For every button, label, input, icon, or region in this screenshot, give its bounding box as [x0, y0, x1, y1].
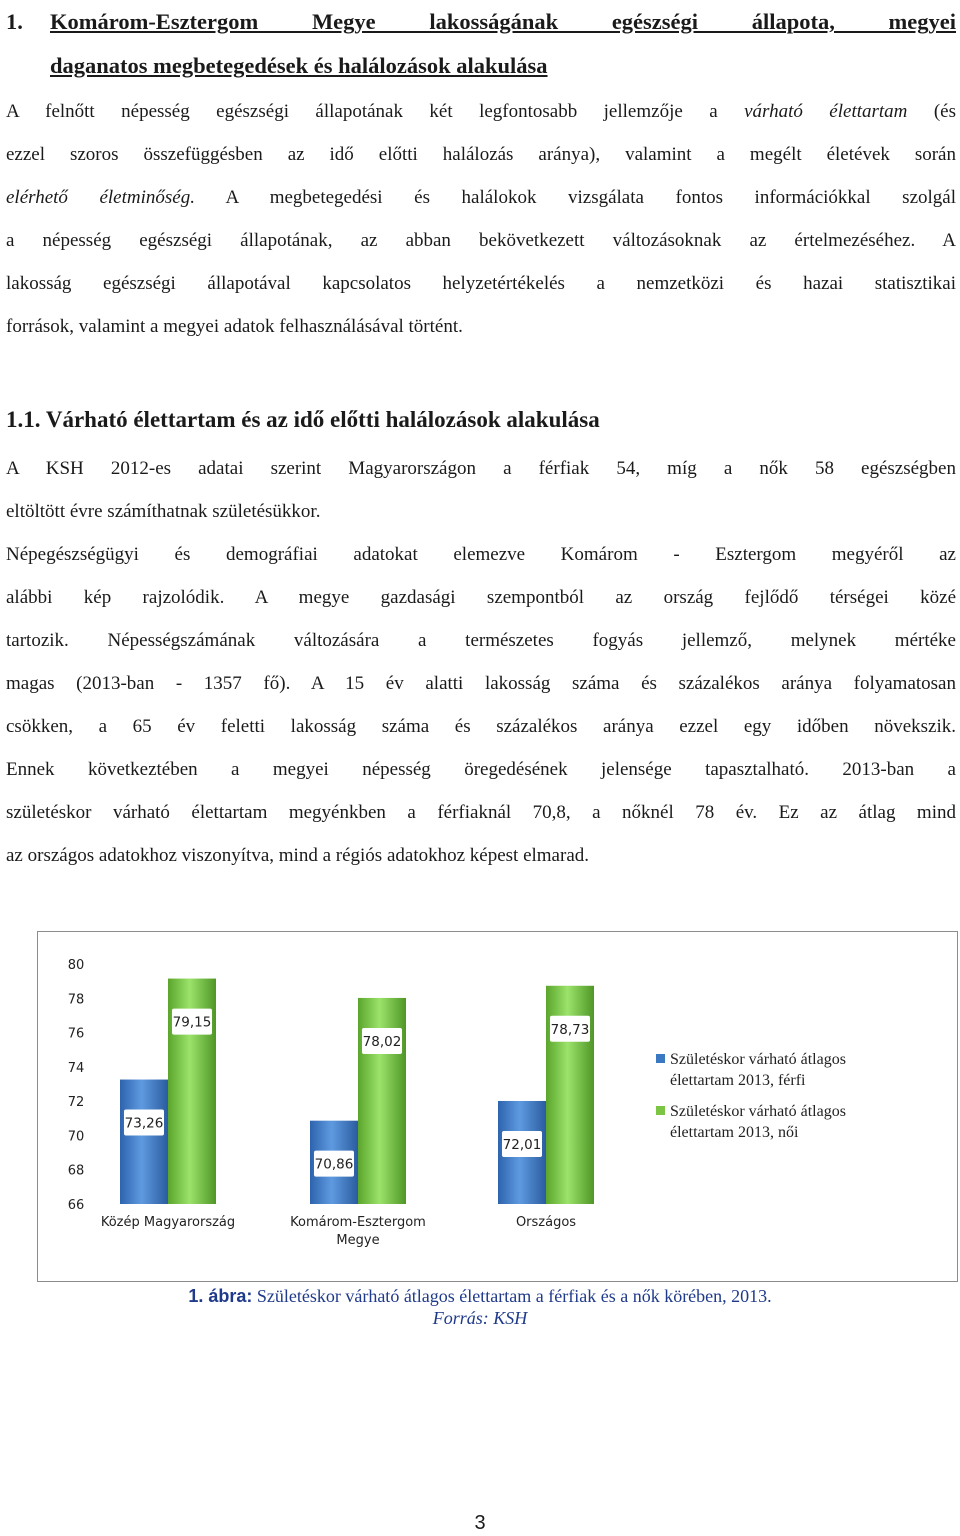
bar-male: [120, 1080, 168, 1204]
legend-swatch-female: [656, 1106, 665, 1115]
county-line: csökken, a 65 év feletti lakosság száma és százalékos aránya ezzel egy időben növekszik.: [6, 716, 956, 737]
page-number: 3: [474, 1512, 486, 1534]
y-tick-label: 78: [67, 992, 85, 1008]
ksh-paragraph: [6, 447, 956, 533]
data-label: 78,73: [550, 1021, 590, 1038]
section-heading: 1.1. Várható élettartam és az idő előtti halálozások alakulása: [6, 407, 600, 432]
legend-label: élettartam 2013, férfi: [670, 1072, 806, 1089]
legend-label: élettartam 2013, női: [670, 1124, 799, 1141]
intro-line: lakosság egészségi állapotával kapcsolatos helyzetértékelés a nemzetközi és hazai statisztikai: [6, 273, 956, 294]
county-line: születéskor várható élettartam megyénkben a férfiaknál 70,8, a nőknél 78 év. Ez az átlag mind: [6, 802, 956, 823]
x-category-label: Komárom-Esztergom: [290, 1215, 426, 1230]
x-category-label: Országos: [515, 1215, 577, 1230]
data-label: 70,86: [314, 1156, 354, 1173]
chapter-title-line2: daganatos megbetegedések és halálozások alakulása: [50, 53, 548, 78]
chapter-number: 1.: [6, 9, 23, 34]
intro-line: A felnőtt népesség egészségi állapotának két legfontosabb jellemzője a várható élettartam (és: [6, 101, 956, 122]
life-expectancy-chart: [37, 931, 958, 1282]
data-label: 78,02: [362, 1033, 402, 1050]
x-category-label: Megye: [336, 1233, 380, 1248]
x-category-label: Közép Magyarország: [100, 1215, 236, 1230]
y-tick-label: 76: [67, 1026, 85, 1042]
intro-paragraph: [6, 90, 956, 348]
county-line: alábbi kép rajzolódik. A megye gazdasági szempontból az ország fejlődő térségei közé: [6, 587, 956, 608]
figure-source: Forrás: KSH: [432, 1308, 528, 1328]
legend-swatch-male: [656, 1054, 665, 1063]
intro-line: a népesség egészségi állapotának, az abban bekövetkezett változásoknak az értelmezéséhez. A: [6, 230, 956, 251]
y-tick-label: 66: [67, 1198, 85, 1213]
y-tick-label: 68: [67, 1163, 85, 1179]
y-tick-label: 80: [67, 958, 85, 973]
legend-label: Születéskor várható átlagos: [670, 1103, 846, 1120]
legend-label: Születéskor várható átlagos: [670, 1051, 846, 1068]
y-axis: [68, 958, 85, 1213]
figure-caption-label: 1. ábra:: [188, 1286, 253, 1306]
y-tick-label: 74: [67, 1060, 85, 1076]
intro-line: források, valamint a megyei adatok felhasználásával történt.: [6, 316, 463, 337]
county-line: magas (2013-ban - 1357 fő). A 15 év alatti lakosság száma és százalékos aránya folyamatosan: [6, 673, 956, 694]
x-axis-labels: [101, 1215, 576, 1248]
chapter-title-line1: Komárom-Esztergom Megye lakosságának egészségi állapota, megyei: [50, 9, 956, 34]
county-line: Népegészségügyi és demográfiai adatokat elemezve Komárom - Esztergom megyéről az: [6, 544, 956, 565]
data-label: 73,26: [124, 1115, 164, 1132]
data-label: 72,01: [502, 1136, 542, 1153]
ksh-line: A KSH 2012-es adatai szerint Magyarországon a férfiak 54, míg a nők 58 egészségben: [6, 458, 956, 479]
figure-caption-text: Születéskor várható átlagos élettartam a férfiak és a nők körében, 2013.: [252, 1286, 772, 1306]
chart-legend: [656, 1051, 846, 1141]
ksh-line: eltöltött évre számíthatnak születésükkor.: [6, 501, 321, 522]
intro-line: elérhető életminőség. A megbetegedési és halálokok vizsgálata fontos információkkal szolgál: [6, 187, 956, 208]
bars-group: [120, 979, 594, 1204]
intro-line: ezzel szoros összefüggésben az idő előtti halálozás aránya), valamint a megélt életévek során: [6, 144, 956, 165]
county-line: tartozik. Népességszámának változására a természetes fogyás jellemző, melynek mértéke: [6, 630, 956, 651]
y-tick-label: 72: [67, 1095, 85, 1111]
county-line: Ennek következtében a megyei népesség öregedésének jelensége tapasztalható. 2013-ban a: [6, 759, 956, 780]
figure-caption: [0, 1283, 960, 1309]
county-paragraph: [6, 533, 956, 877]
chapter-title: [50, 0, 956, 88]
y-tick-label: 70: [67, 1129, 85, 1145]
data-label: 79,15: [172, 1014, 212, 1031]
county-line: az országos adatokhoz viszonyítva, mind a régiós adatokhoz képest elmarad.: [6, 845, 589, 866]
chart-canvas: [38, 932, 959, 1283]
